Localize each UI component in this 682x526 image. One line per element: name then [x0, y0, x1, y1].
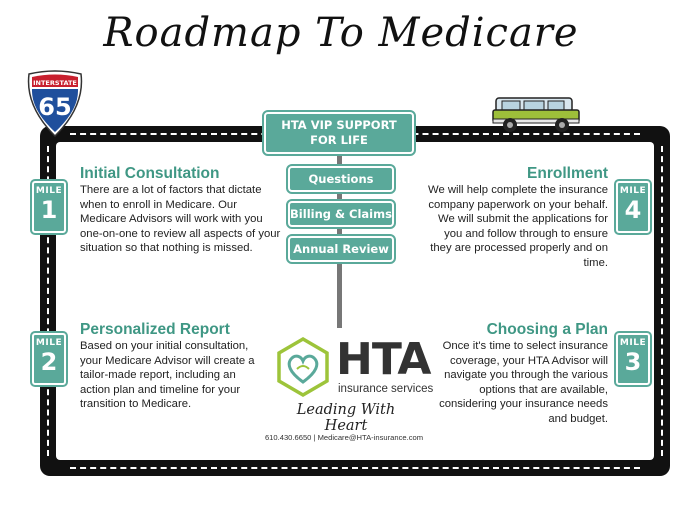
vip-support-sign: HTA VIP SUPPORT FOR LIFE: [264, 112, 414, 154]
tagline: Leading With Heart: [296, 402, 396, 434]
road-center-line-bottom: [70, 467, 640, 469]
hta-heart-logo-icon: [275, 336, 331, 398]
mile-number: 4: [624, 196, 642, 224]
page-title: Roadmap To Medicare: [103, 10, 579, 56]
mile-label: MILE: [619, 338, 647, 348]
shield-number: 65: [38, 93, 72, 121]
section-heading: Personalized Report: [80, 321, 230, 338]
contact-info: 610.430.6650 | Medicare@HTA-insurance.com: [264, 433, 424, 442]
section-body: We will help complete the insurance company paperwork on your behalf. We will submit the applications for you and follow through to ensure they are processed properly and on time.: [428, 184, 609, 269]
interstate-shield-icon: [25, 70, 85, 138]
section-heading: Initial Consultation: [80, 165, 220, 182]
jeep-icon: [490, 88, 582, 134]
mile-marker-3: [616, 333, 650, 385]
logo-name: HTA: [336, 334, 431, 385]
mile-label: MILE: [619, 186, 647, 196]
road-center-line-right: [661, 146, 663, 456]
section-body: There are a lot of factors that dictate when to enroll in Medicare. Our Medicare Advisors will work with you one-on-one to review all aspects of your situation so that nothing is missed.: [80, 184, 281, 255]
mile-marker-1: [32, 181, 66, 233]
enrollment-section: [428, 165, 608, 271]
section-body: Once it's time to select insurance coverage, your HTA Advisor will navigate you through the various options that are available, considering your insurance needs and budget.: [439, 340, 608, 425]
sign-post: [337, 262, 342, 328]
section-heading: Enrollment: [527, 165, 608, 182]
initial-consultation-section: [80, 165, 286, 256]
annual-review-sign: Annual Review: [288, 236, 394, 262]
mile-number: 2: [40, 348, 58, 376]
shield-top-text: INTERSTATE: [33, 79, 77, 87]
logo-subtitle: insurance services: [338, 383, 434, 395]
section-heading: Choosing a Plan: [486, 321, 608, 338]
personalized-report-section: [80, 321, 266, 412]
mile-label: MILE: [35, 186, 63, 196]
mile-marker-4: [616, 181, 650, 233]
choosing-plan-section: [420, 321, 608, 427]
mile-marker-2: [32, 333, 66, 385]
mile-label: MILE: [35, 338, 63, 348]
questions-sign: Questions: [288, 166, 394, 192]
mile-number: 3: [624, 348, 642, 376]
section-body: Based on your initial consultation, your Medicare Advisor will create a tailor-made report, including an action plan and timeline for your transition to Medicare.: [80, 340, 255, 411]
mile-number: 1: [40, 196, 58, 224]
billing-claims-sign: Billing & Claims: [288, 201, 394, 227]
